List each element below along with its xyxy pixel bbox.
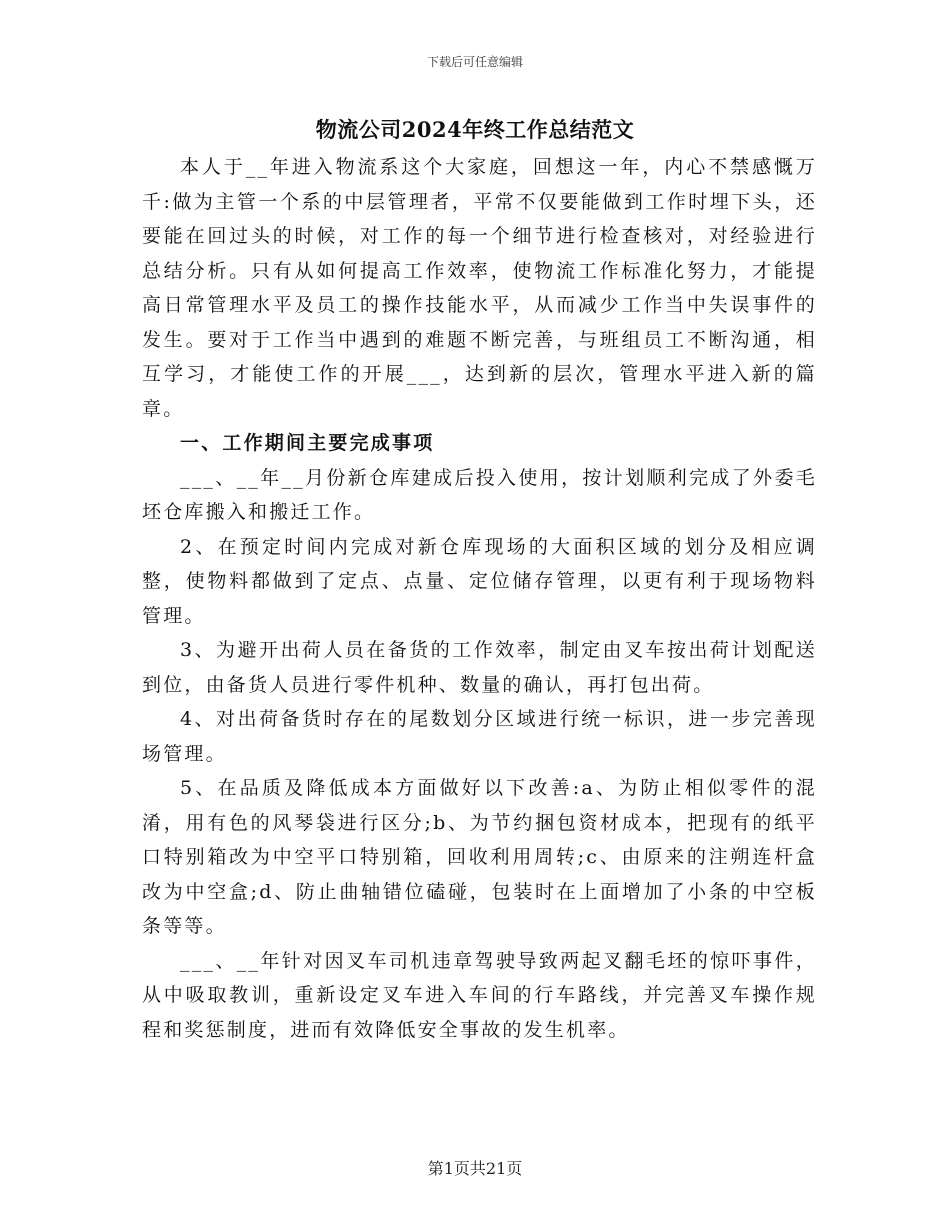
section-heading: 一、工作期间主要完成事项 [180,432,435,454]
header-note: 下载后可任意编辑 [426,55,523,69]
list-item: 4、对出荷备货时存在的尾数划分区域进行统一标识，进一步完善现场管理。 [142,708,817,765]
list-item: ___、__年__月份新仓库建成后投入使用，按计划顺利完成了外委毛坯仓库搬入和搬迁工作。 [142,466,817,523]
intro-paragraph: 本人于__年进入物流系这个大家庭，回想这一年，内心不禁感慨万千:做为主管一个系的中层管理者，平常不仅要能做到工作时埋下头，还要能在回过头的时候，对工作的每一个细节进行检查核对，对经验进行总结分析。只有从如何提高工作效率，使物流工作标准化努力，才能提高日常管理水平及员工的操作技能水平，从而减少工作当中失误事件的发生。要对于工作当中遇到的难题不断完善，与班组员工不断沟通，相互学习，才能使工作的开展___，达到新的层次，管理水平进入新的篇章。 [142,156,817,420]
document-body [142,150,817,1047]
document-title: 物流公司2024年终工作总结范文 [315,117,635,142]
list-item: 5、在品质及降低成本方面做好以下改善:a、为防止相似零件的混淆，用有色的风琴袋进行区分;b、为节约捆包资材成本，把现有的纸平口特别箱改为中空平口特别箱，回收利用周转;c、由原来的注朔连杆盒改为中空盒;d、防止曲轴错位磕碰，包装时在上面增加了小条的中空板条等等。 [142,777,817,937]
list-item: ___、__年针对因叉车司机违章驾驶导致两起叉翻毛坯的惊吓事件，从中吸取教训，重新设定叉车进入车间的行车路线，并完善叉车操作规程和奖惩制度，进而有效降低安全事故的发生机率。 [142,949,817,1041]
list-item: 3、为避开出荷人员在备货的工作效率，制定由叉车按出荷计划配送到位，由备货人员进行零件机种、数量的确认，再打包出荷。 [142,639,817,696]
list-item: 2、在预定时间内完成对新仓库现场的大面积区域的划分及相应调整，使物料都做到了定点、点量、定位储存管理，以更有利于现场物料管理。 [142,535,817,627]
page-number: 第1页共21页 [427,1159,523,1178]
